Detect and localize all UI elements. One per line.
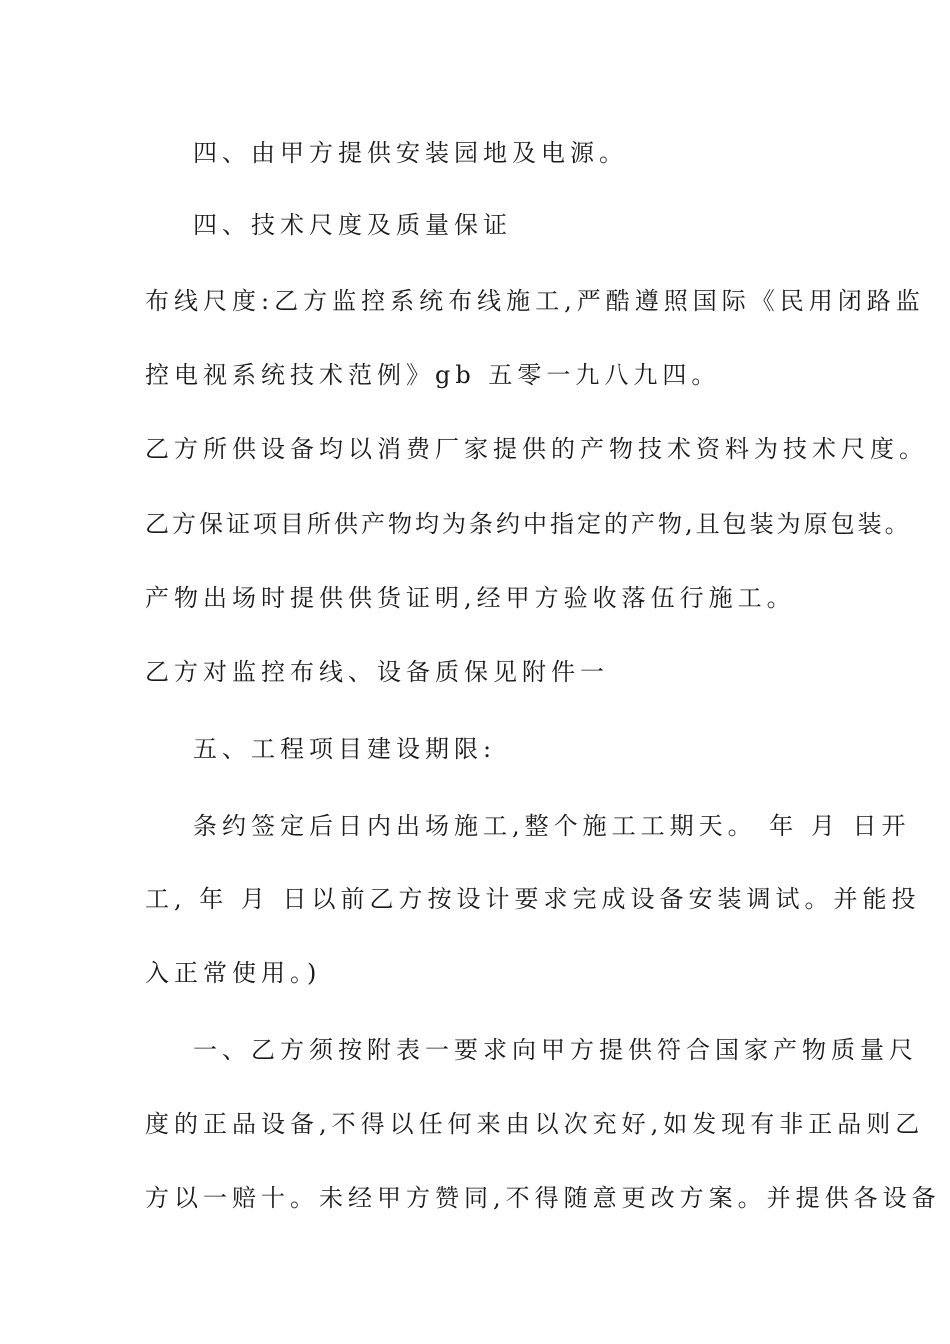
paragraph-line-6: 乙方保证项目所供产物均为条约中指定的产物,且包装为原包装。	[145, 510, 912, 538]
paragraph-line-5: 乙方所供设备均以消费厂家提供的产物技术资料为技术尺度。	[145, 435, 928, 463]
paragraph-line-8: 乙方对监控布线、设备质保见附件一	[145, 658, 609, 686]
section-heading-quality: 四、技术尺度及质量保证	[193, 211, 512, 239]
paragraph-line-7: 产物出场时提供供货证明,经甲方验收落伍行施工。	[145, 584, 796, 612]
paragraph-line-3: 布线尺度:乙方监控系统布线施工,严酷遵照国际《民用闭路监	[145, 287, 925, 315]
paragraph-line-10: 条约签定后日内出场施工,整个施工工期天。 年 月 日开	[193, 812, 911, 840]
paragraph-line-14: 度的正品设备,不得以任何来由以次充好,如发现有非正品则乙	[145, 1110, 925, 1138]
paragraph-line-11: 工, 年 月 日以前乙方按设计要求完成设备安装调试。并能投	[145, 885, 921, 913]
paragraph-line-1: 四、由甲方提供安装园地及电源。	[193, 139, 628, 167]
paragraph-line-4: 控电视系统技术范例》gb 五零一九八九四。	[145, 361, 721, 389]
paragraph-line-15: 方以一赔十。未经甲方赞同,不得随意更改方案。并提供各设备	[145, 1184, 941, 1212]
paragraph-line-12: 入正常使用。)	[145, 959, 322, 987]
paragraph-line-13: 一、乙方须按附表一要求向甲方提供符合国家产物质量尺	[193, 1036, 918, 1064]
section-heading-schedule: 五、工程项目建设期限:	[193, 735, 497, 763]
